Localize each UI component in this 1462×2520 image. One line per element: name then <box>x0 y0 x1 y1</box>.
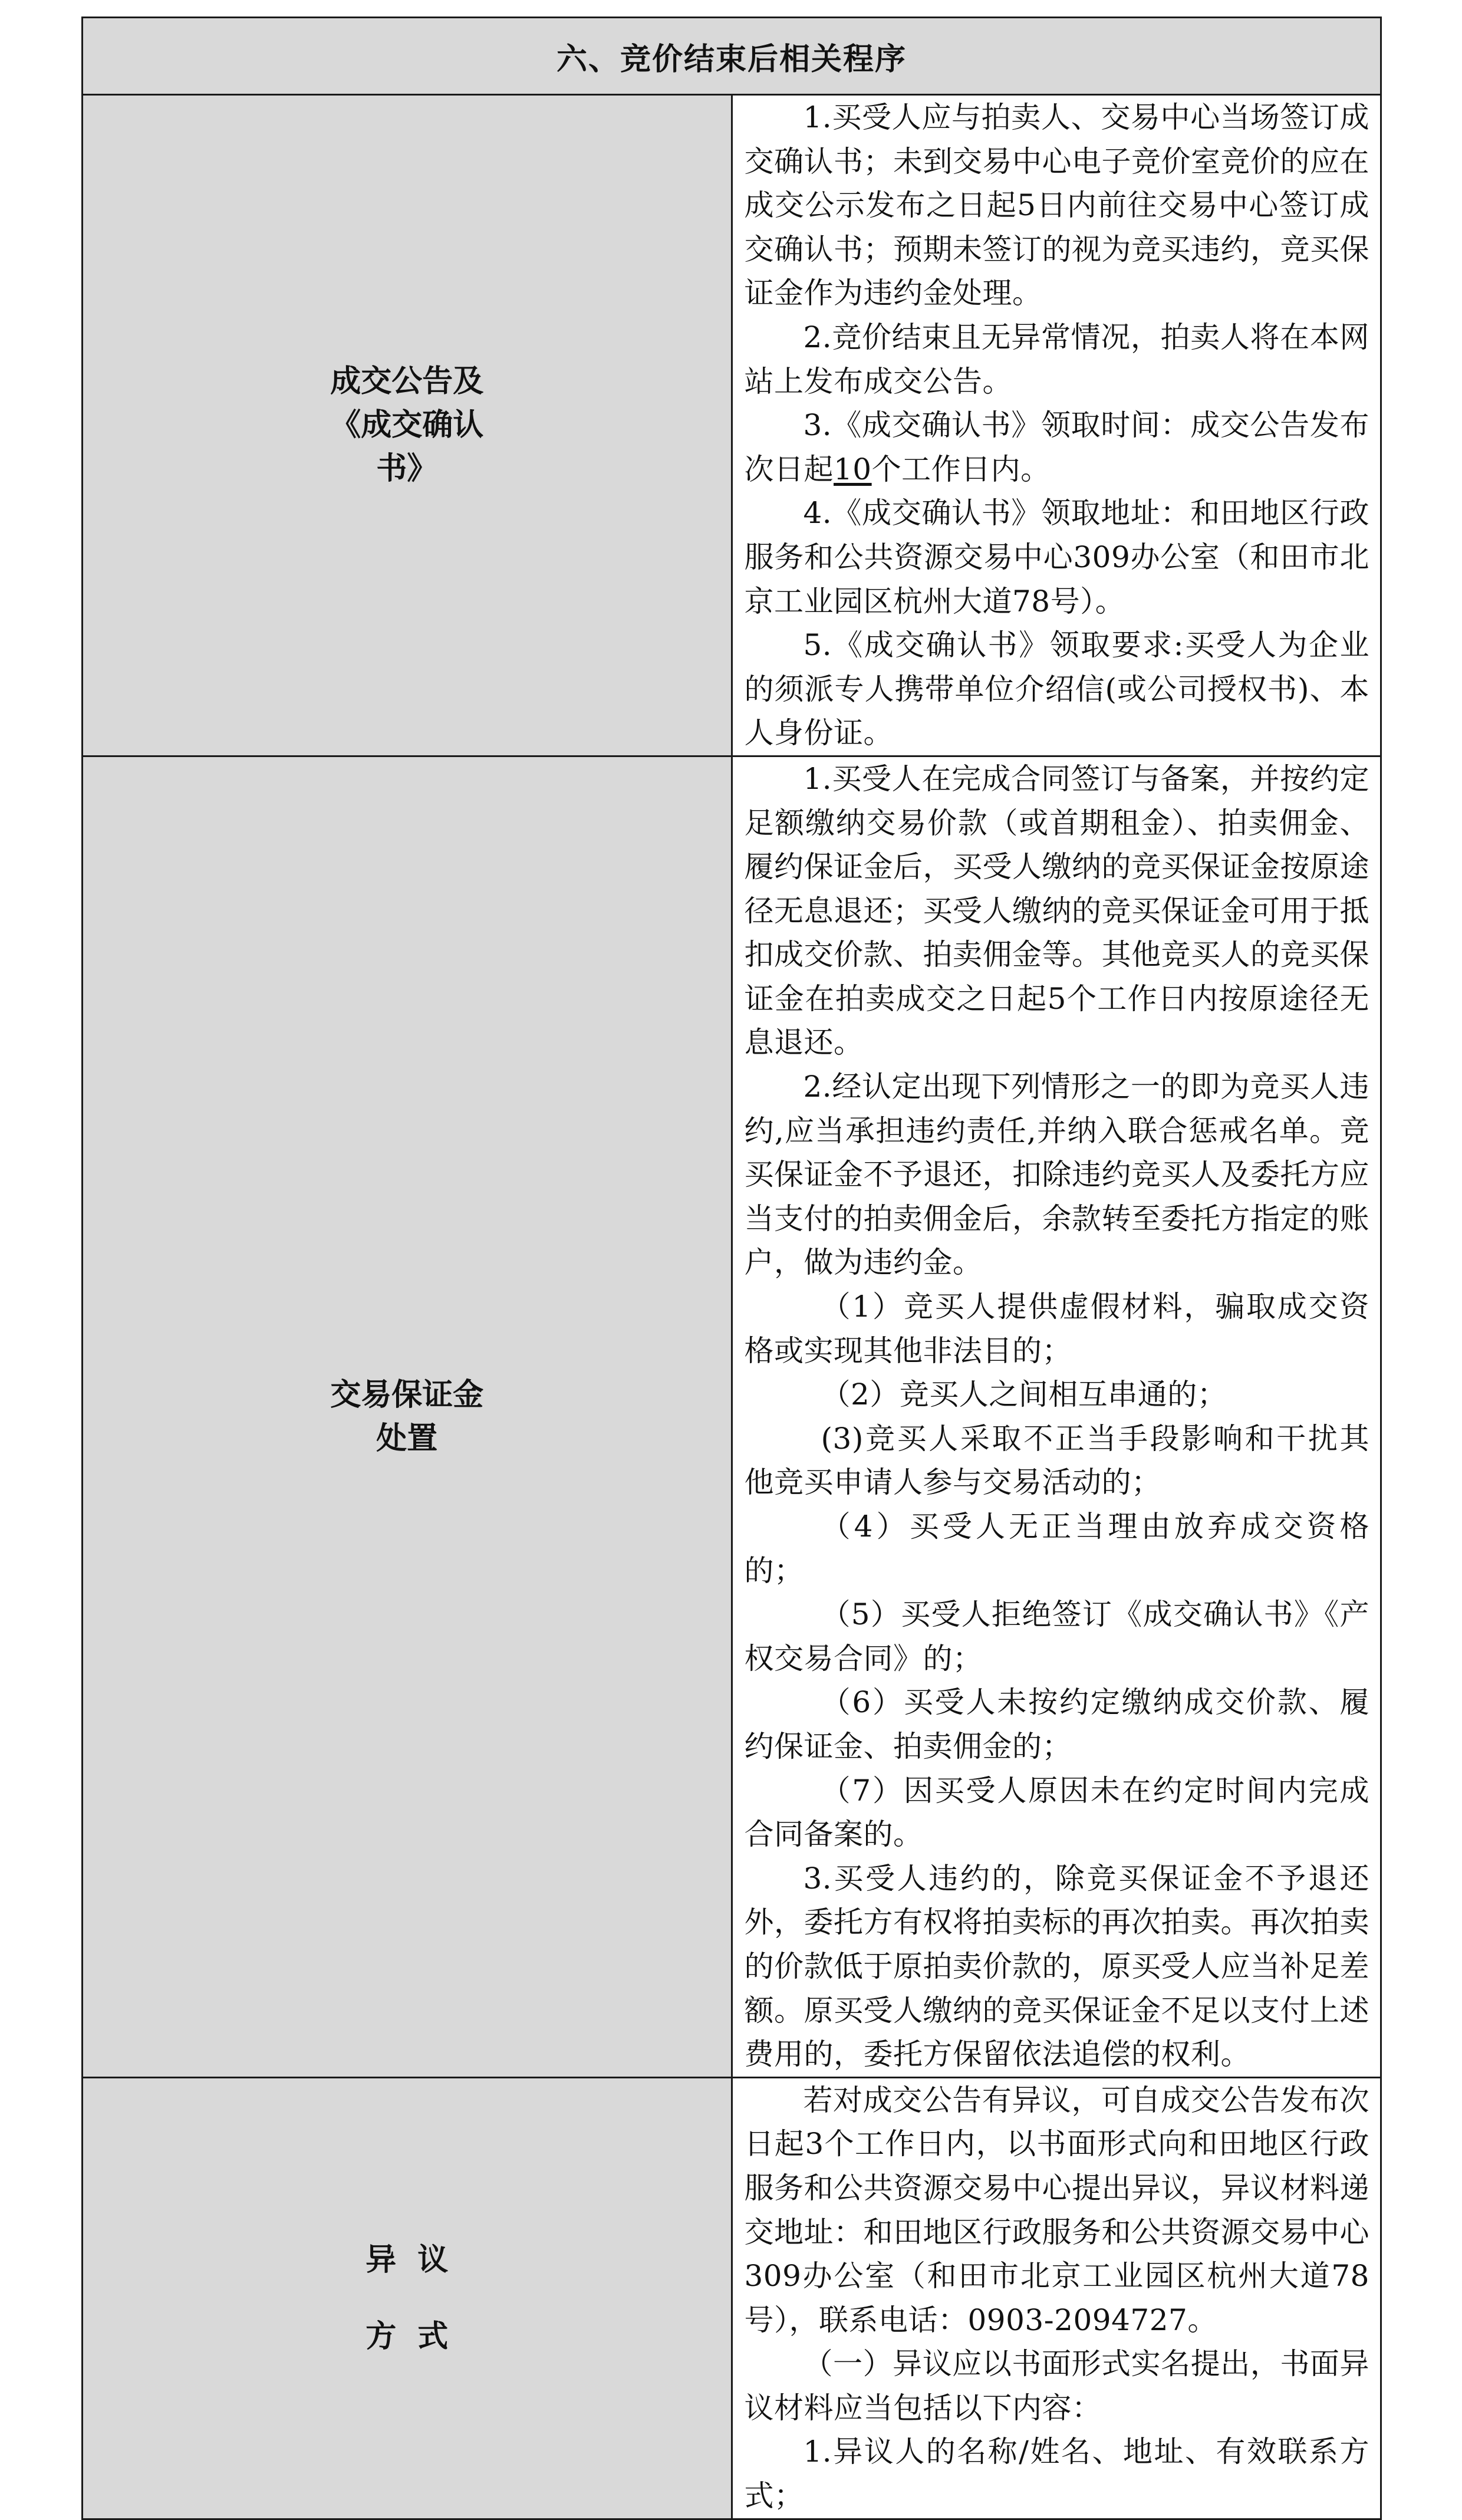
section-title: 六、竞价结束后相关程序 <box>83 18 1381 95</box>
row-content-announcement <box>732 95 1381 756</box>
row-content-deposit <box>732 756 1381 2077</box>
list-item: （5）买受人拒绝签订《成交确认书》《产权交易合同》的； <box>744 1597 1369 1676</box>
row-content-objection <box>732 2077 1381 2519</box>
paragraph: 2.竞价结束且无异常情况，拍卖人将在本网站上发布成交公告。 <box>744 320 1369 399</box>
paragraph: 1.买受人应与拍卖人、交易中心当场签订成交确认书；未到交易中心电子竞价室竞价的应在成交公示发布之日起5日内前往交易中心签订成交确认书；预期未签订的视为竞买违约，竞买保证金作为违约金处理。 <box>744 100 1369 311</box>
label-line: 方式 <box>366 2318 470 2354</box>
paragraph: （一）异议应以书面形式实名提出，书面异议材料应当包括以下内容： <box>744 2347 1369 2425</box>
paragraph: 3.买受人违约的，除竞买保证金不予退还外，委托方有权将拍卖标的再次拍卖。再次拍卖的价款低于原拍卖价款的，原买受人应当补足差额。原买受人缴纳的竞买保证金不足以支付上述费用的，委托方保留依法追偿的权利。 <box>744 1861 1369 2072</box>
paragraph: 若对成交公告有异议，可自成交公告发布次日起3个工作日内，以书面形式向和田地区行政服务和公共资源交易中心提出异议，异议材料递交地址：和田地区行政服务和公共资源交易中心309办公室（和田市北京工业园区杭州大道78号），联系电话：0903-2094727。 <box>744 2083 1369 2337</box>
label-line: 交易保证金 <box>330 1377 484 1413</box>
paragraph: 2.经认定出现下列情形之一的即为竞买人违约,应当承担违约责任,并纳入联合惩戒名单。竞买保证金不予退还，扣除违约竞买人及委托方应当支付的拍卖佣金后，余款转至委托方指定的账户，做为违约金。 <box>744 1070 1369 1280</box>
label-line: 书》 <box>376 451 438 487</box>
row-label-objection <box>83 2077 732 2519</box>
table-row <box>83 2077 1381 2519</box>
list-item: （2）竞买人之间相互串通的； <box>821 1377 1227 1412</box>
paragraph: 4.《成交确认书》领取地址：和田地区行政服务和公共资源交易中心309办公室（和田市北京工业园区杭州大道78号）。 <box>744 496 1369 619</box>
label-line: 《成交确认 <box>330 407 484 443</box>
list-item: （6）买受人未按约定缴纳成交价款、履约保证金、拍卖佣金的； <box>744 1685 1369 1764</box>
table-row <box>83 756 1381 2077</box>
row-label-announcement <box>83 95 732 756</box>
underlined-days: 10 <box>834 452 872 486</box>
list-item: （7）因买受人原因未在约定时间内完成合同备案的。 <box>744 1773 1369 1852</box>
label-line: 成交公告及 <box>330 364 484 400</box>
list-item: (3)竞买人采取不正当手段影响和干扰其他竞买申请人参与交易活动的； <box>744 1421 1369 1500</box>
row-label-deposit <box>83 756 732 2077</box>
label-line: 异议 <box>366 2242 470 2278</box>
paragraph: 5.《成交确认书》领取要求:买受人为企业的须派专人携带单位介绍信(或公司授权书)、本人身份证。 <box>744 628 1369 751</box>
paragraph: 1.异议人的名称/姓名、地址、有效联系方式； <box>744 2435 1369 2514</box>
label-line: 处置 <box>376 1420 438 1456</box>
table-row <box>83 95 1381 756</box>
paragraph: 1.买受人在完成合同签订与备案，并按约定足额缴纳交易价款（或首期租金）、拍卖佣金、履约保证金后，买受人缴纳的竞买保证金按原途径无息退还；买受人缴纳的竞买保证金可用于抵扣成交价款、拍卖佣金等。其他竞买人的竞买保证金在拍卖成交之日起5个工作日内按原途径无息退还。 <box>744 761 1369 1060</box>
list-item: （4）买受人无正当理由放弃成交资格的； <box>744 1509 1369 1588</box>
paragraph: 3.《成交确认书》领取时间：成交公告发布次日起10个工作日内。 <box>744 408 1369 486</box>
procedure-table <box>81 17 1382 2520</box>
list-item: （1）竞买人提供虚假材料，骗取成交资格或实现其他非法目的； <box>744 1289 1369 1368</box>
